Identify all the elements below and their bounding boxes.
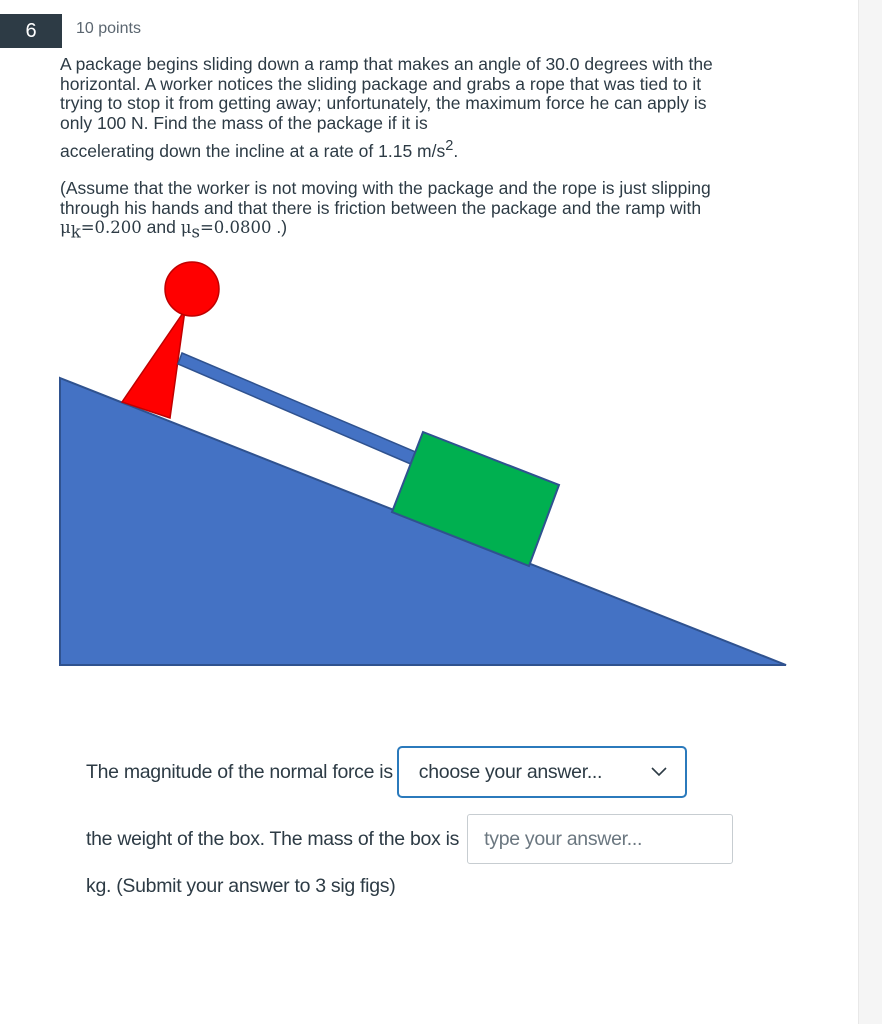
question-text bbox=[60, 55, 800, 242]
and-word: and bbox=[141, 217, 181, 238]
mass-input[interactable] bbox=[467, 814, 733, 864]
worker-head bbox=[165, 262, 219, 316]
units-instructions: kg. (Submit your answer to 3 sig figs) bbox=[86, 875, 396, 897]
acceleration-text: accelerating down the incline at a rate of 1.15 m/s bbox=[60, 140, 446, 161]
period: . bbox=[453, 140, 459, 161]
mu-k-value: =0.200 bbox=[80, 218, 142, 238]
question-line: (Assume that the worker is not moving with the package and the rope is just slipping bbox=[60, 178, 711, 199]
question-line: trying to stop it from getting away; unfortunately, the maximum force he can apply is bbox=[60, 93, 707, 113]
closing-paren: .) bbox=[271, 217, 288, 238]
mu-s-value: =0.0800 bbox=[199, 218, 272, 238]
mass-prompt: the weight of the box. The mass of the box is bbox=[86, 827, 460, 850]
normal-force-prompt: The magnitude of the normal force is bbox=[86, 760, 393, 783]
question-line bbox=[60, 137, 800, 161]
normal-force-dropdown[interactable] bbox=[397, 746, 687, 798]
mu-k-symbol: μ bbox=[60, 218, 71, 238]
mu-k-subscript: k bbox=[70, 222, 81, 242]
mu-s-symbol: μ bbox=[180, 218, 192, 238]
question-line: A package begins sliding down a ramp that makes an angle of 30.0 degrees with the bbox=[60, 54, 713, 74]
question-line: horizontal. A worker notices the sliding package and grabs a rope that was tied to it bbox=[60, 73, 702, 94]
mu-s-subscript: s bbox=[191, 222, 200, 242]
answer-row-1 bbox=[86, 742, 687, 802]
question-line: through his hands and that there is friction between the package and the ramp with bbox=[60, 197, 702, 218]
chevron-down-icon bbox=[651, 767, 667, 777]
friction-coefficients bbox=[60, 218, 800, 242]
exponent: 2 bbox=[445, 138, 454, 154]
answer-row-2 bbox=[86, 814, 733, 864]
right-scroll-strip bbox=[858, 0, 882, 1024]
dropdown-selected-value: choose your answer... bbox=[418, 760, 603, 783]
question-points: 10 points bbox=[76, 20, 141, 37]
worker-body bbox=[122, 310, 185, 418]
question-number: 6 bbox=[0, 14, 62, 48]
ramp-diagram bbox=[0, 250, 820, 680]
question-line: only 100 N. Find the mass of the package if it is bbox=[60, 112, 428, 133]
answer-row-3 bbox=[86, 875, 395, 898]
